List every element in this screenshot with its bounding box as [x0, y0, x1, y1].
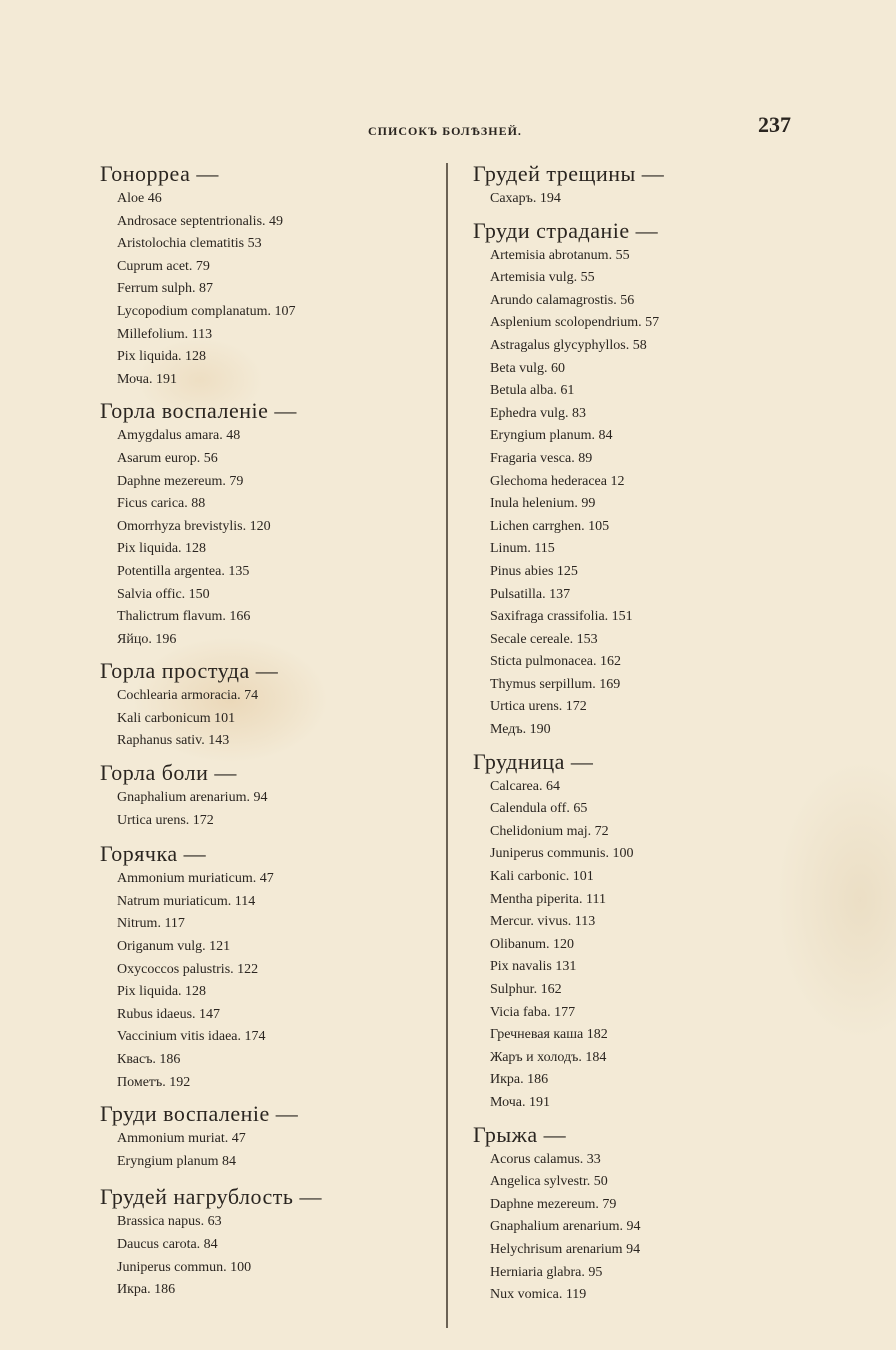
remedy-entry: Ferrum sulph. 87 — [117, 281, 214, 297]
remedy-entry: Медъ. 190 — [490, 722, 551, 738]
remedy-entry: Chelidonium maj. 72 — [490, 823, 609, 839]
remedy-entry: Natrum muriaticum. 114 — [117, 893, 256, 909]
remedy-list — [473, 1149, 803, 1307]
remedy-entry: Asarum europ. 56 — [117, 450, 218, 466]
page-number: 237 — [758, 112, 791, 137]
remedy-entry: Mercur. vivus. 113 — [490, 914, 596, 930]
running-title: СПИСОКЪ БОЛѢЗНЕЙ. — [368, 124, 522, 138]
disease-heading: Груди воспаленіе — — [100, 1101, 299, 1127]
remedy-entry: Juniperus commun. 100 — [117, 1259, 252, 1275]
remedy-entry: Пометъ. 192 — [117, 1074, 191, 1090]
remedy-entry: Икра. 186 — [490, 1072, 549, 1088]
section-gap — [100, 1173, 430, 1183]
remedy-entry: Oxycoccos palustris. 122 — [117, 961, 259, 977]
remedy-list — [100, 868, 430, 1094]
remedy-list — [473, 188, 803, 211]
remedy-entry: Linum. 115 — [490, 541, 555, 557]
remedy-entry: Potentilla argentea. 135 — [117, 563, 250, 579]
remedy-entry: Amygdalus amara. 48 — [117, 428, 241, 444]
disease-heading: Гонорреа — — [100, 161, 219, 186]
disease-heading: Горла простуда — — [100, 658, 279, 684]
remedy-entry: Pulsatilla. 137 — [490, 586, 571, 602]
remedy-entry: Artemisia vulg. 55 — [490, 270, 595, 286]
remedy-entry: Гречневая каша 182 — [490, 1027, 608, 1043]
disease-section — [100, 1100, 430, 1173]
remedy-list — [100, 1128, 430, 1173]
remedy-entry: Astragalus glycyphyllos. 58 — [490, 337, 647, 353]
remedy-entry: Olibanum. 120 — [490, 936, 574, 952]
remedy-entry: Secale cereale. 153 — [490, 631, 598, 647]
remedy-entry: Nitrum. 117 — [117, 916, 185, 932]
left-column — [100, 160, 430, 1302]
column-divider — [446, 163, 448, 1328]
remedy-entry: Kali carbonic. 101 — [490, 869, 594, 885]
remedy-entry: Arundo calamagrostis. 56 — [490, 292, 635, 308]
remedy-list — [100, 685, 430, 753]
remedy-entry: Pix navalis 131 — [490, 959, 577, 975]
disease-heading: Груди страданіе — — [473, 217, 659, 243]
remedy-entry: Ammonium muriaticum. 47 — [117, 871, 274, 887]
page-header — [0, 112, 896, 150]
remedy-entry: Glechoma hederacea 12 — [490, 473, 625, 489]
remedy-entry: Androsace septentrionalis. 49 — [117, 213, 284, 229]
remedy-entry: Kali carbonicum 101 — [117, 710, 236, 726]
disease-section — [473, 748, 803, 1115]
disease-heading: Грудей нагрублость — — [100, 1184, 322, 1210]
remedy-entry: Calcarea. 64 — [490, 778, 560, 794]
remedy-entry: Aristolochia clematitis 53 — [117, 236, 262, 252]
remedy-entry: Origanum vulg. 121 — [117, 939, 231, 955]
remedy-entry: Saxifraga crassifolia. 151 — [490, 609, 633, 625]
remedy-entry: Mentha piperita. 111 — [490, 891, 606, 907]
remedy-entry: Sticta pulmonacea. 162 — [490, 654, 622, 670]
remedy-entry: Angelica sylvestr. 50 — [490, 1174, 608, 1190]
remedy-list — [473, 776, 803, 1115]
remedy-entry: Rubus idaeus. 147 — [117, 1006, 221, 1022]
remedy-entry: Vaccinium vitis idaea. 174 — [117, 1029, 266, 1045]
remedy-entry: Artemisia abrotanum. 55 — [490, 247, 630, 263]
remedy-entry: Pinus abies 125 — [490, 563, 578, 579]
remedy-entry: Жаръ и холодъ. 184 — [490, 1049, 607, 1065]
disease-section — [100, 160, 430, 391]
remedy-entry: Сахаръ. 194 — [490, 191, 561, 206]
remedy-entry: Urtica urens. 172 — [490, 699, 587, 715]
disease-section — [100, 840, 430, 1094]
remedy-entry: Fragaria vesca. 89 — [490, 450, 593, 466]
remedy-entry: Cochlearia armoracia. 74 — [117, 688, 259, 704]
right-column — [473, 160, 803, 1307]
remedy-entry: Яйцо. 196 — [117, 631, 177, 647]
remedy-entry: Betula alba. 61 — [490, 383, 575, 399]
remedy-entry: Eryngium planum 84 — [117, 1153, 236, 1169]
remedy-entry: Daphne mezereum. 79 — [117, 473, 244, 489]
remedy-entry: Juniperus communis. 100 — [490, 846, 634, 862]
remedy-entry: Eryngium planum. 84 — [490, 428, 613, 444]
remedy-entry: Lichen carrghen. 105 — [490, 518, 610, 534]
remedy-entry: Calendula off. 65 — [490, 801, 588, 817]
disease-heading: Грыжа — — [473, 1121, 567, 1147]
remedy-entry: Urtica urens. 172 — [117, 812, 214, 828]
remedy-entry: Thymus serpillum. 169 — [490, 676, 621, 692]
remedy-entry: Pix liquida. 128 — [117, 984, 207, 1000]
remedy-entry: Икра. 186 — [117, 1282, 176, 1298]
remedy-entry: Beta vulg. 60 — [490, 360, 566, 376]
remedy-entry: Pix liquida. 128 — [117, 349, 207, 365]
disease-section — [100, 397, 430, 651]
remedy-entry: Acorus calamus. 33 — [490, 1151, 601, 1167]
disease-heading: Горячка — — [100, 841, 207, 867]
remedy-entry: Helychrisum arenarium 94 — [490, 1241, 641, 1257]
remedy-entry: Vicia faba. 177 — [490, 1004, 576, 1020]
remedy-entry: Asplenium scolopendrium. 57 — [490, 315, 660, 331]
disease-section — [100, 759, 430, 832]
remedy-entry: Ficus carica. 88 — [117, 496, 206, 512]
disease-section — [473, 1121, 803, 1307]
remedy-entry: Inula helenium. 99 — [490, 496, 596, 512]
remedy-entry: Sulphur. 162 — [490, 982, 562, 997]
remedy-entry: Thalictrum flavum. 166 — [117, 609, 251, 625]
remedy-entry: Raphanus sativ. 143 — [117, 733, 230, 749]
section-gap — [100, 832, 430, 840]
disease-section — [100, 1183, 430, 1301]
remedy-entry: Моча. 191 — [490, 1094, 550, 1110]
remedy-entry: Ammonium muriat. 47 — [117, 1131, 246, 1147]
disease-heading: Горла боли — — [100, 760, 237, 786]
remedy-entry: Gnaphalium arenarium. 94 — [490, 1219, 641, 1235]
remedy-list — [100, 188, 430, 391]
remedy-entry: Brassica napus. 63 — [117, 1214, 222, 1230]
remedy-entry: Pix liquida. 128 — [117, 541, 207, 557]
remedy-list — [100, 787, 430, 832]
disease-heading: Горла воспаленіе — — [100, 398, 297, 424]
remedy-entry: Lycopodium complanatum. 107 — [117, 303, 296, 319]
remedy-entry: Nux vomica. 119 — [490, 1287, 587, 1303]
remedy-entry: Salvia offic. 150 — [117, 586, 210, 602]
remedy-entry: Millefolium. 113 — [117, 326, 213, 342]
remedy-entry: Daphne mezereum. 79 — [490, 1196, 617, 1212]
remedy-list — [473, 245, 803, 742]
disease-heading: Грудница — — [473, 748, 594, 774]
remedy-entry: Herniaria glabra. 95 — [490, 1264, 603, 1280]
remedy-entry: Gnaphalium arenarium. 94 — [117, 790, 268, 806]
remedy-entry: Omorrhyza brevistylis. 120 — [117, 518, 271, 534]
disease-heading: Грудей трещины — — [473, 161, 665, 186]
remedy-entry: Моча. 191 — [117, 371, 177, 387]
remedy-entry: Ephedra vulg. 83 — [490, 405, 587, 421]
remedy-entry: Daucus carota. 84 — [117, 1236, 218, 1252]
remedy-entry: Cuprum acet. 79 — [117, 258, 210, 274]
remedy-entry: Aloe 46 — [117, 191, 162, 206]
disease-section — [473, 160, 803, 211]
disease-section — [100, 657, 430, 753]
remedy-list — [100, 425, 430, 651]
remedy-entry: Квасъ. 186 — [117, 1052, 181, 1067]
disease-section — [473, 217, 803, 742]
remedy-list — [100, 1211, 430, 1301]
